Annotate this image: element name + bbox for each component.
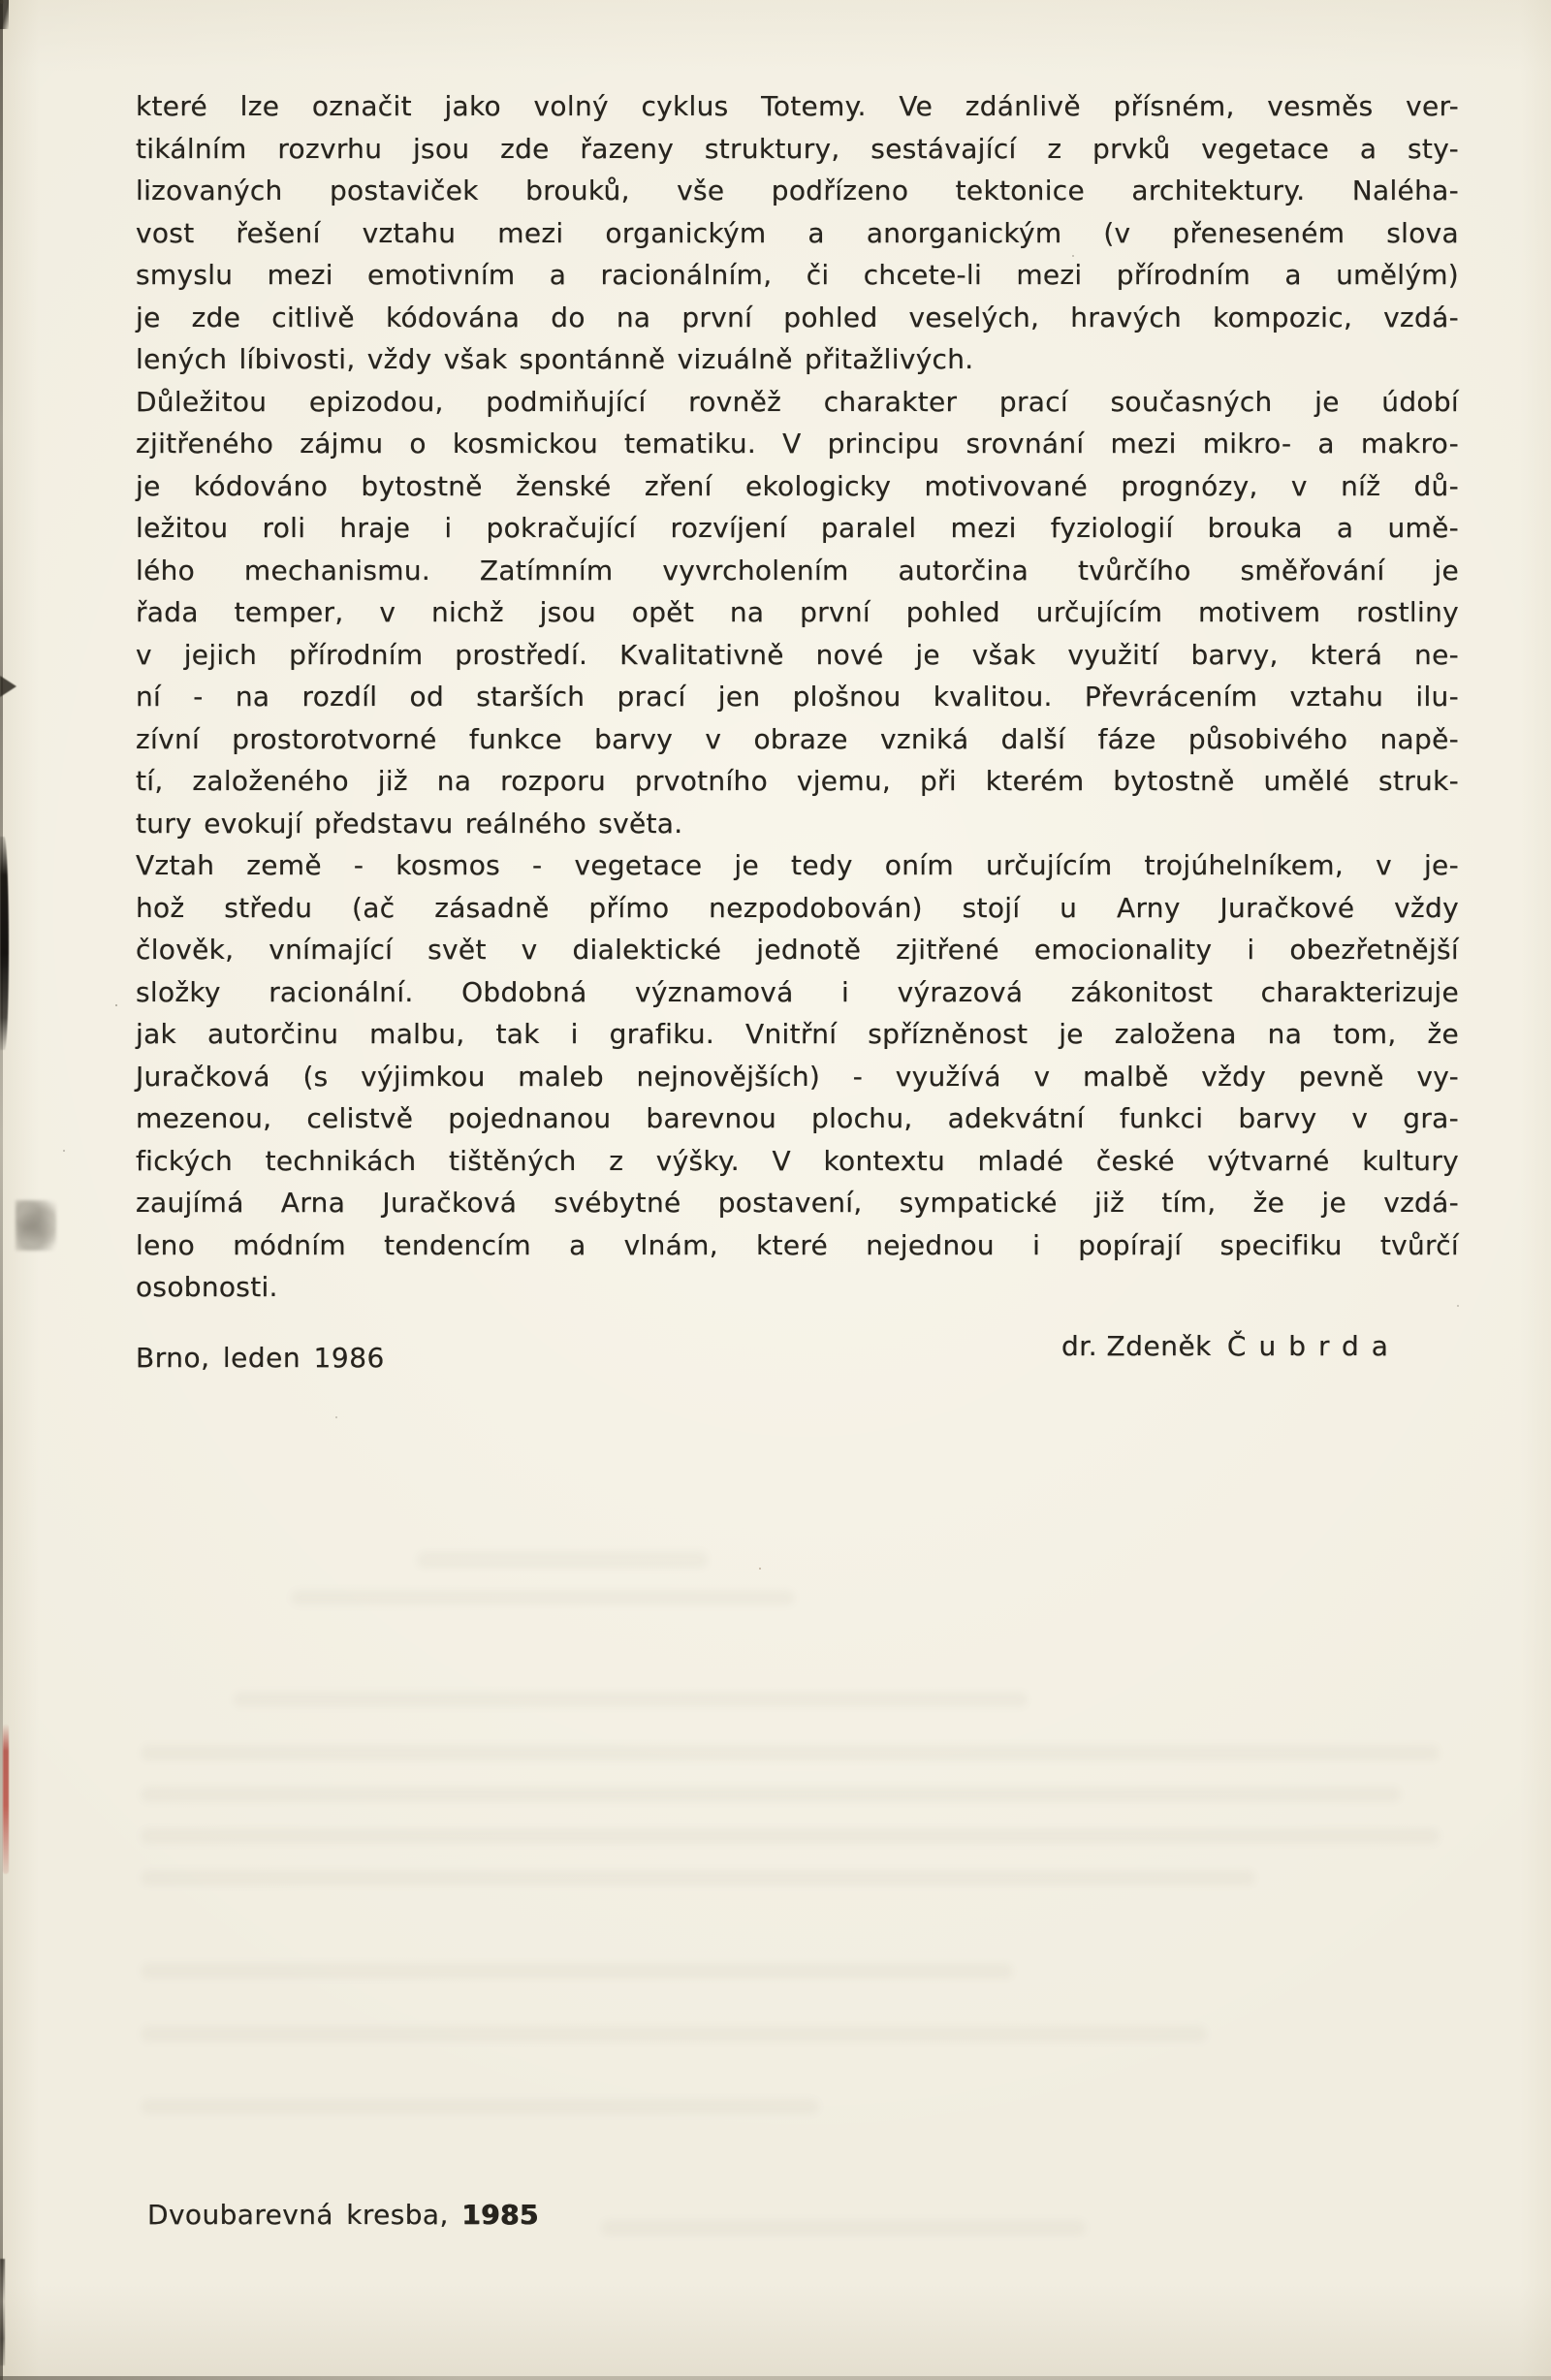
text-line: zjitřeného zájmu o kosmickou tematiku. V principu srovnání mezi mikro- a makro- — [136, 428, 1459, 460]
text-line: tury evokují představu reálného světa. — [136, 807, 683, 840]
artwork-caption — [147, 2199, 539, 2231]
show-through-artifact — [141, 1745, 1440, 1761]
margin-smudge — [16, 1200, 56, 1251]
show-through-artifact — [291, 1590, 795, 1605]
red-ink-streak — [3, 1724, 9, 1874]
text-line: Vztah země - kosmos - vegetace je tedy oním určujícím trojúhelníkem, v je- — [136, 849, 1459, 881]
text-line: mezenou, celistvě pojednanou barevnou plochu, adekvátní funkci barvy v gra- — [136, 1102, 1459, 1134]
show-through-artifact — [233, 1692, 1028, 1707]
text-line: zívní prostorotvorné funkce barvy v obraze vzniká další fáze působivého napě- — [136, 722, 1459, 755]
text-line: řada temper, v nichž jsou opět na první pohled určujícím motivem rostliny — [136, 596, 1459, 628]
scan-bottom-edge — [0, 2376, 1551, 2380]
text-line: hož středu (ač zásadně přímo nezpodobován) stojí u Arny Juračkové vždy — [136, 891, 1459, 924]
text-line: leno módním tendencím a vlnám, které nejednou i popírají specifiku tvůrčí — [136, 1228, 1459, 1261]
scan-edge-line — [0, 0, 3, 2380]
text-line: tí, založeného již na rozporu prvotního vjemu, při kterém bytostně umělé struk- — [136, 765, 1459, 797]
text-line: Juračková (s výjimkou maleb nejnovějších) - využívá v malbě vždy pevně vy- — [136, 1060, 1459, 1093]
text-line: které lze označit jako volný cyklus Totemy. Ve zdánlivě přísném, vesměs ver- — [136, 90, 1459, 122]
text-line: jak autorčinu malbu, tak i grafiku. Vnitřní spřízněnost je založena na tom, že — [136, 1018, 1459, 1050]
margin-ink-bar — [0, 837, 9, 1050]
text-line: smyslu mezi emotivním a racionálním, či chcete-li mezi přírodním a umělým) — [136, 259, 1459, 291]
text-line: Důležitou epizodou, podmiňující rovněž charakter prací současných je údobí — [136, 385, 1459, 418]
text-line: fických technikách tištěných z výšky. V kontextu mladé české výtvarné kultury — [136, 1144, 1459, 1177]
paper-speckles — [0, 0, 4, 4]
text-line: složky racionální. Obdobná významová i výrazová zákonitost charakterizuje — [136, 975, 1459, 1008]
text-line: osobnosti. — [136, 1271, 278, 1303]
text-line: lených líbivosti, vždy však spontánně vizuálně přitažlivých. — [136, 343, 974, 375]
text-line: vost řešení vztahu mezi organickým a anorganickým (v přeneseném slova — [136, 216, 1459, 249]
show-through-artifact — [601, 2220, 1086, 2236]
text-line: ní - na rozdíl od starších prací jen plošnou kvalitou. Převrácením vztahu ilu- — [136, 681, 1459, 713]
margin-ink-blob — [0, 676, 16, 697]
signature-title-name: dr. Zdeněk — [1061, 1330, 1212, 1362]
show-through-artifact — [417, 1551, 708, 1569]
text-line: lizovaných postaviček brouků, vše podřízeno tektonice architektury. Naléha- — [136, 175, 1459, 206]
show-through-artifact — [141, 2099, 819, 2114]
signature — [1061, 1330, 1401, 1362]
scan-corner-mark — [0, 0, 9, 29]
caption-label: Dvoubarevná kresba, — [147, 2199, 449, 2231]
scan-edge-marks — [0, 2259, 5, 2365]
text-line: v jejich přírodním prostředí. Kvalitativně nové je však využití barvy, která ne- — [136, 638, 1459, 671]
text-line: ležitou roli hraje i pokračující rozvíjení paralel mezi fyziologií brouka a umě- — [136, 512, 1459, 544]
text-line: zaujímá Arna Juračková svébytné postavení, sympatické již tím, že je vzdá- — [136, 1187, 1459, 1219]
text-line: tikálním rozvrhu jsou zde řazeny struktury, sestávající z prvků vegetace a sty- — [136, 132, 1459, 165]
dateline: Brno, leden 1986 — [136, 1342, 385, 1374]
text-line: je zde citlivě kódována do na první pohled veselých, hravých kompozic, vzdá- — [136, 301, 1459, 333]
show-through-artifact — [141, 1787, 1401, 1802]
text-line: je kódováno bytostně ženské zření ekologicky motivované prognózy, v níž dů- — [136, 469, 1459, 502]
signature-surname: Čubrda — [1226, 1330, 1401, 1362]
show-through-artifact — [141, 1870, 1255, 1886]
caption-year: 1985 — [461, 2199, 539, 2231]
text-line: člověk, vnímající svět v dialektické jednotě zjitřené emocionality i obezřetnější — [136, 934, 1459, 966]
show-through-artifact — [141, 1963, 1013, 1979]
text-line: lého mechanismu. Zatímním vyvrcholením autorčina tvůrčího směřování je — [136, 554, 1459, 587]
show-through-artifact — [141, 1828, 1440, 1844]
show-through-artifact — [141, 2026, 1207, 2042]
body-text — [136, 85, 1459, 1309]
